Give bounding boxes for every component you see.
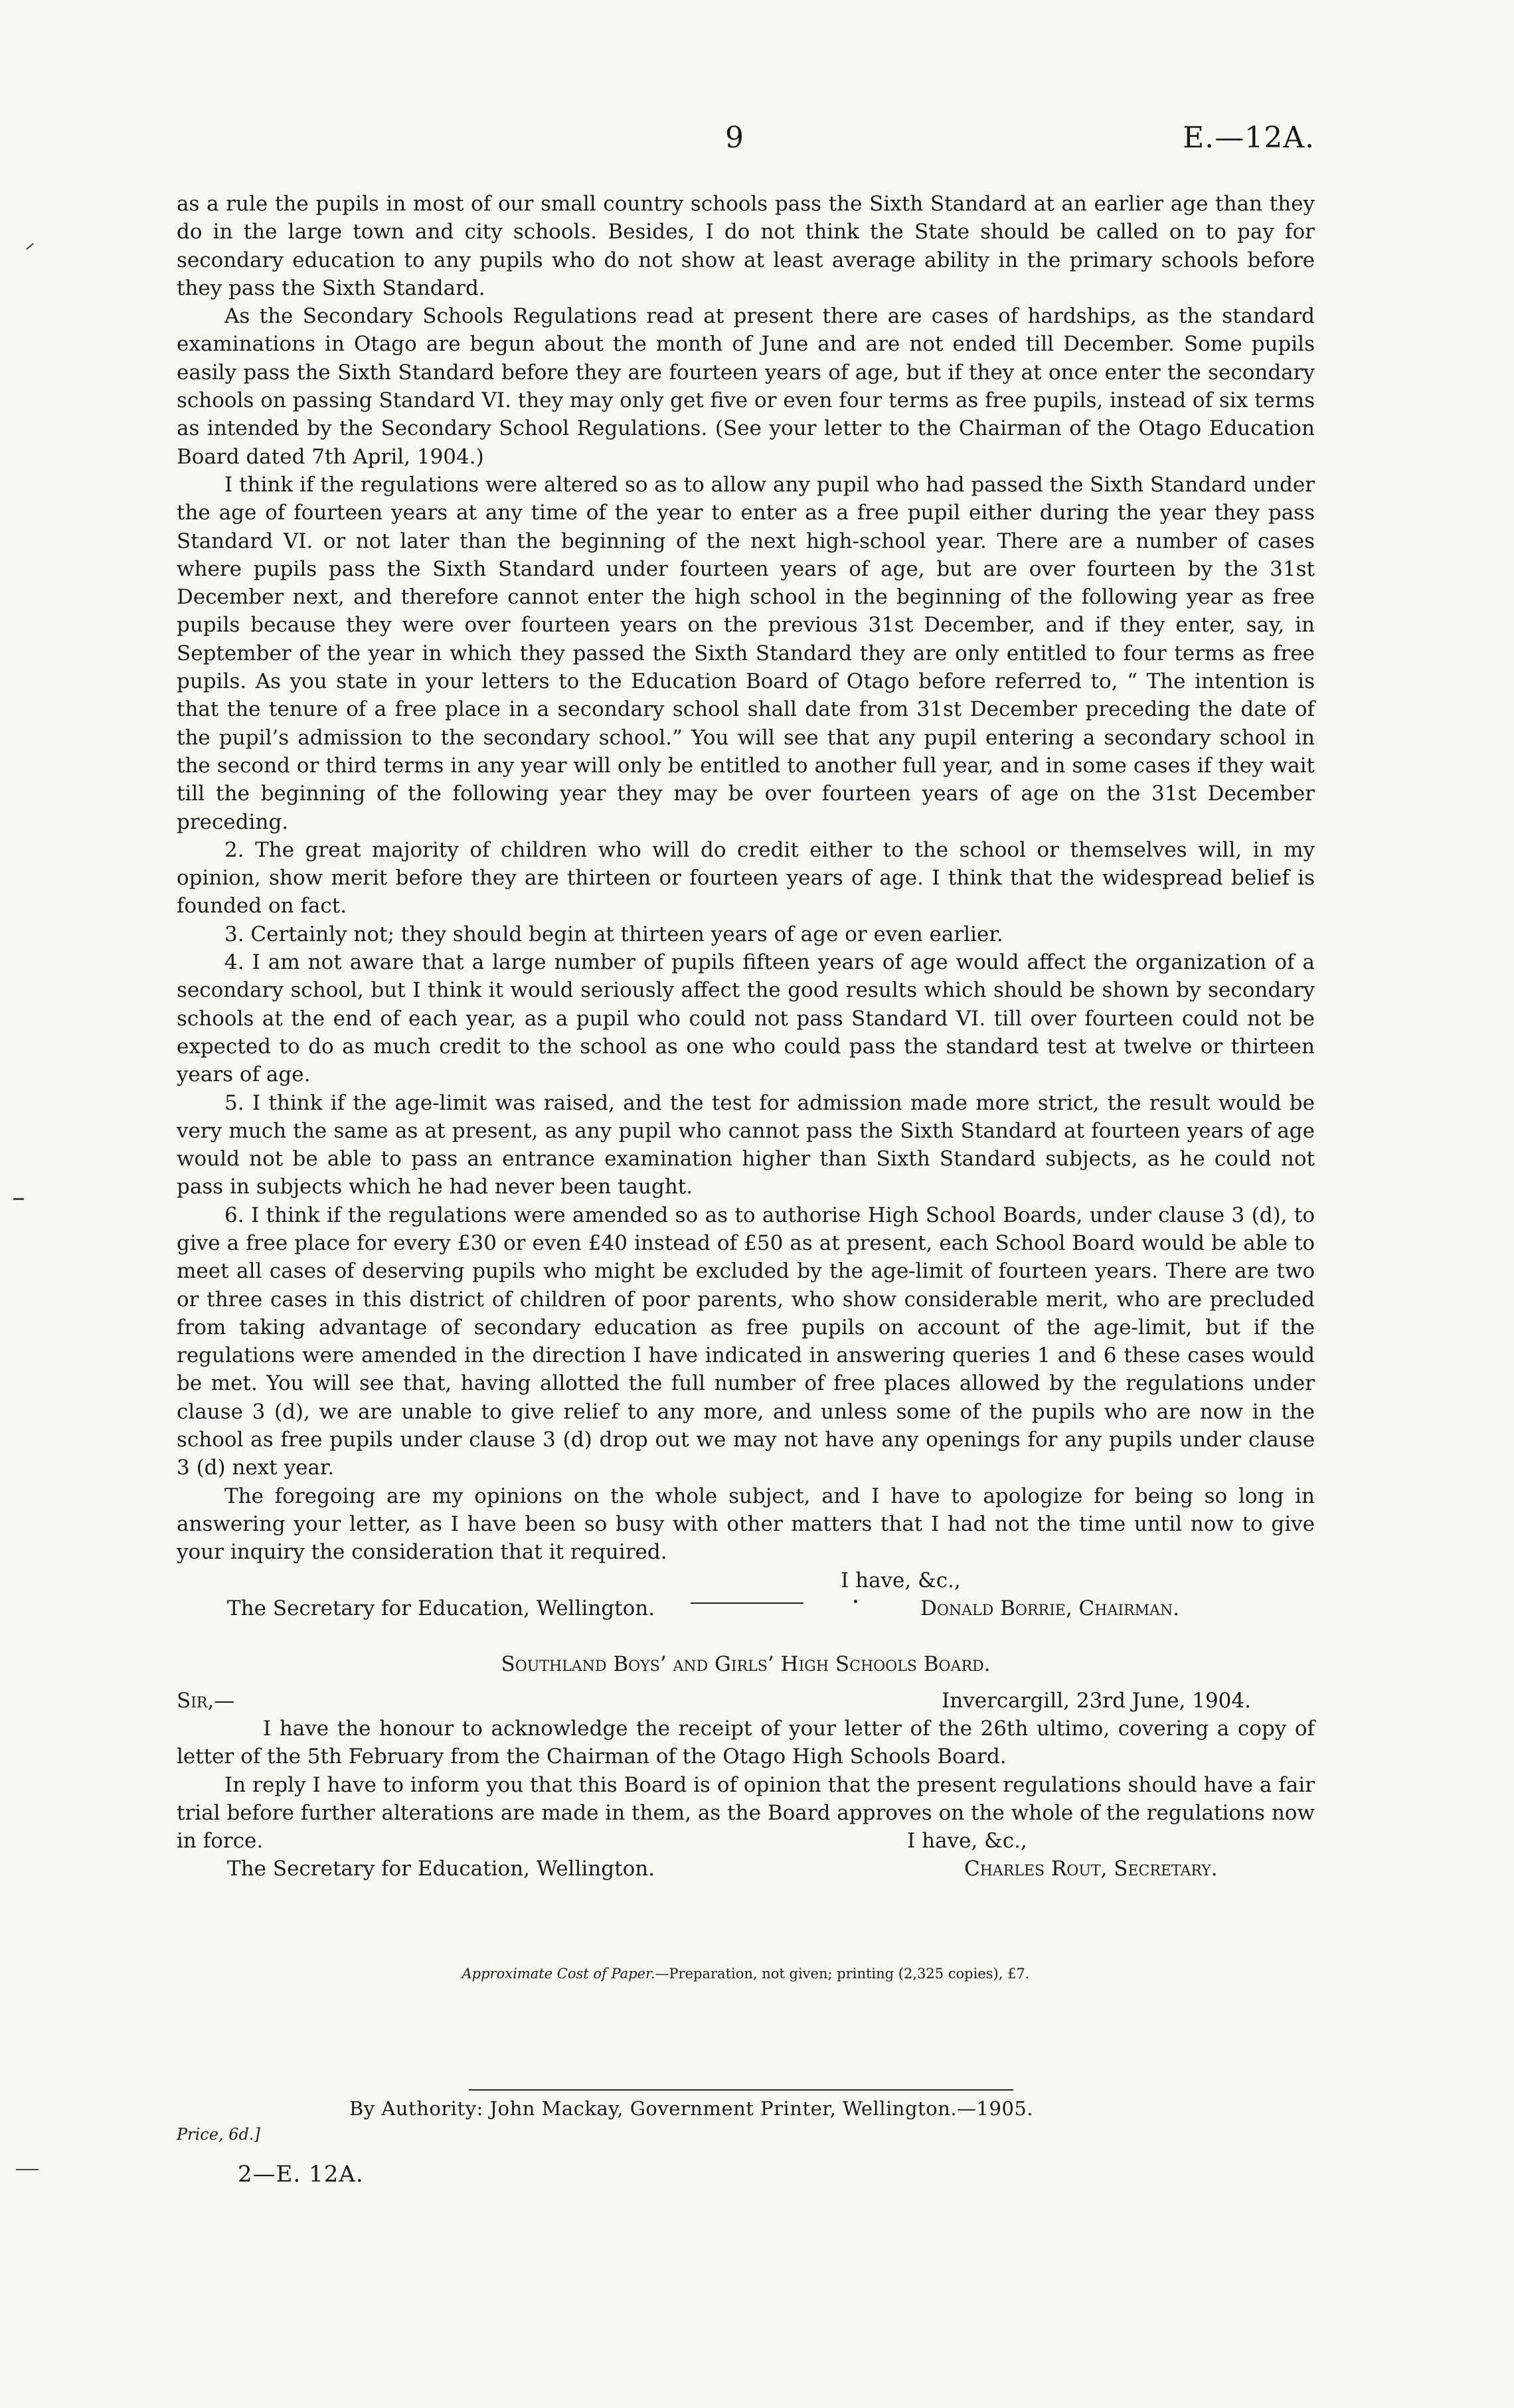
board-heading: Southland Boys’ and Girls’ High Schools Board. [501,1652,991,1676]
letter-rout [177,1687,1315,1883]
page-header [177,121,1315,161]
addressee: The Secretary for Education, Wellington. [227,1857,655,1881]
document-reference: E.—12A. [1183,121,1315,155]
paragraph: I think if the regulations were altered so as to allow any pupil who had passed the Sixth Standard under the age of fourteen years at any time of the year to enter as a free pupil either during the year they pass Standard VI. or not later than the beginning of the next high-school year. There are a number of cases where pupils pass the Sixth Standard under fourteen years of age, but are over fourteen by the 31st December next, and therefore cannot enter the high school in the beginning of the following year as free pupils because they were over fourteen years on the previous 31st December, and if they enter, say, in September of the year in which they passed the Sixth Standard they are only entitled to four terms as free pupils. As you state in your letters to the Education Board of Otago before referred to, “ The intention is that the tenure of a free place in a secondary school shall date from 31st December preceding the date of the pupil’s admission to the secondary school.” You will see that any pupil entering a secondary school in the second or third terms in any year will only be entitled to another full year, and in some cases if they wait till the beginning of the following year they may be over fourteen years of age on the 31st December preceding. [177,472,1315,834]
signatory: Donald Borrie, Chairman. [920,1596,1180,1620]
price: Price, 6d.] [177,2125,260,2144]
signatory: Charles Rout, Secretary. [964,1857,1218,1881]
paragraph: 5. I think if the age-limit was raised, and the test for admission made more strict, the result would be very much the same as at present, as any pupil who cannot pass the Sixth Standard at fourteen years of age would not be able to pass an entrance examination higher than Sixth Standard subjects, as he could not pass in subjects which he had never been taught. [177,1090,1315,1199]
margin-mark [26,243,34,250]
section-divider [691,1602,803,1604]
salutation: Sir,— [177,1689,235,1713]
dateline: Invercargill, 23rd June, 1904. [942,1689,1251,1713]
paragraph: In reply I have to inform you that this Board is of opinion that the present regulations should have a fair trial before further alterations are made in them, as the Board approves on the whole of the regulations now in force. [177,1772,1315,1853]
printer-authority: By Authority: John Mackay, Government Printer, Wellington.—1905. [349,2097,1034,2120]
paragraph: I have the honour to acknowledge the receipt of your letter of the 26th ultimo, covering a copy of letter of the 5th February from the Chairman of the Otago High Schools Board. [177,1717,1315,1769]
margin-mark [13,1198,24,1200]
signature-row [177,1855,1315,1883]
footer-rule [469,2089,1013,2091]
closing: I have, &c., [841,1568,961,1592]
cost-note [177,1966,1315,1982]
printer-dot [854,1600,857,1603]
paragraph: 6. I think if the regulations were amended so as to authorise High School Boards, under clause 3 (d), to give a free place for every £30 or even £40 instead of £50 as at present, each School Board would be able to meet all cases of deserving pupils who might be excluded by the age-limit of fourteen years. There are two or three cases in this district of children of poor parents, who show considerable merit, who are precluded from taking advantage of secondary education as free pupils on account of the age-limit, but if the regulations were amended in the direction I have indicated in answering queries 1 and 6 these cases would be met. You will see that, having allotted the full number of free places allowed by the regulations under clause 3 (d), we are unable to give relief to any more, and unless some of the pupils who are now in the school as free pupils under clause 3 (d) drop out we may not have any openings for any pupils under clause 3 (d) next year. [177,1203,1315,1480]
margin-mark [16,2169,39,2170]
cost-text: —Preparation, not given; printing (2,325 copies), £7. [655,1966,1030,1982]
closing: I have, &c., [907,1829,1027,1853]
addressee: The Secretary for Education, Wellington. [227,1596,655,1620]
paragraph: 2. The great majority of children who will do credit either to the school or themselves will, in my opinion, show merit before they are thirteen or fourteen years of age. I think that the widespread belief is founded on fact. [177,837,1315,918]
paragraph: As the Secondary Schools Regulations read at present there are cases of hardships, as the standard examinations in Otago are begun about the month of June and are not ended till December. Some pupils easily pass the Sixth Standard before they are fourteen years of age, but if they at once enter the secondary schools on passing Standard VI. they may only get five or even four terms as free pupils, instead of six terms as intended by the Secondary School Regulations. (See your letter to the Chairman of the Otago Education Board dated 7th April, 1904.) [177,304,1315,469]
letter-borrie [177,190,1315,1622]
paragraph: 3. Certainly not; they should begin at thirteen years of age or even earlier. [224,922,1003,946]
signature-block [177,1567,1315,1622]
paragraph: 4. I am not aware that a large number of pupils fifteen years of age would affect the organization of a secondary school, but I think it would seriously affect the good results which should be shown by secondary schools at the end of each year, as a pupil who could not pass Standard VI. till over fourteen could not be expected to do as much credit to the school as one who could pass the standard test at twelve or thirteen years of age. [177,950,1315,1087]
cost-label: Approximate Cost of Paper. [462,1966,655,1982]
salutation-row [177,1687,1315,1715]
paragraph: as a rule the pupils in most of our small country schools pass the Sixth Standard at an earlier age than they do in the large town and city schools. Besides, I do not think the State should be called on to pay for secondary education to any pupils who do not show at least average ability in the primary schools before they pass the Sixth Standard. [177,192,1315,300]
footer-reference: 2—E. 12A. [238,2161,364,2188]
page-number: 9 [725,121,744,155]
paragraph: The foregoing are my opinions on the whole subject, and I have to apologize for being so long in answering your letter, as I have been so busy with other matters that I had not the time until now to give your inquiry the consideration that it required. [177,1484,1315,1565]
closing-row [177,1827,1315,1855]
